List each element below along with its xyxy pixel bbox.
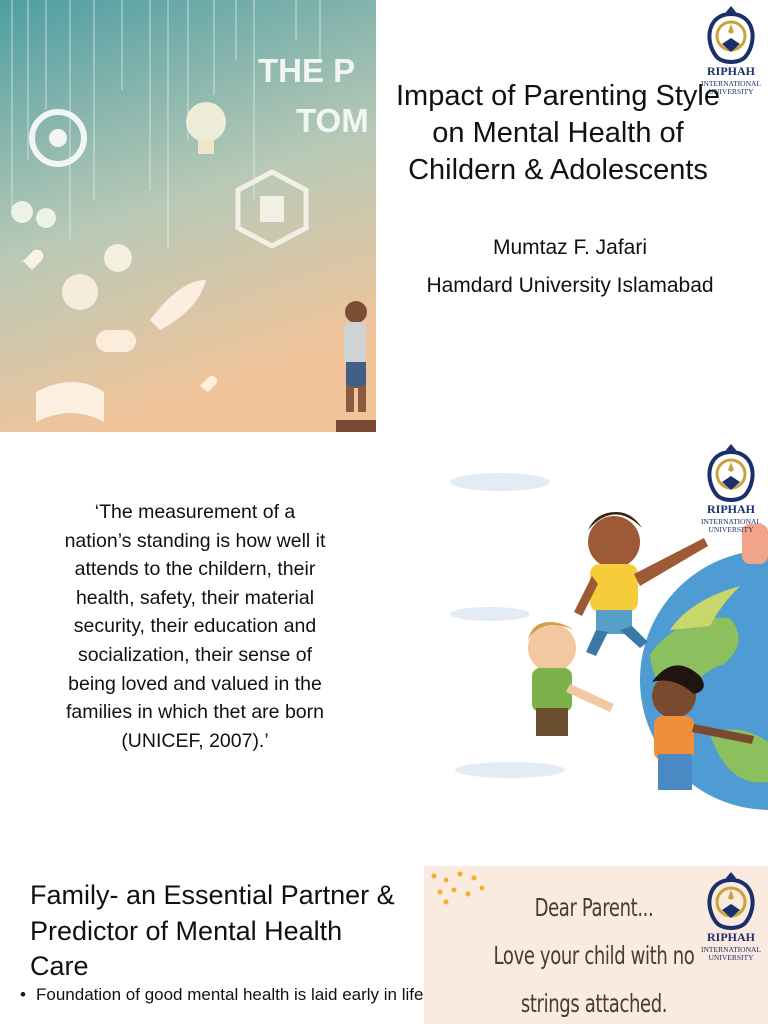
logo-name: RIPHAH: [707, 930, 755, 944]
crest-icon: [696, 870, 766, 932]
slide-family: [0, 848, 768, 1024]
quote-line: (UNICEF, 2007).’: [121, 729, 269, 752]
logo-sub1: INTERNATIONAL: [701, 945, 761, 954]
title-line: Predictor of Mental Health: [30, 915, 343, 946]
banner-text-line1: THE P: [258, 52, 356, 89]
quote-line: health, safety, their material: [75, 586, 315, 609]
title-line: Care: [30, 951, 89, 981]
logo-sub1: INTERNATIONAL: [701, 517, 761, 526]
logo-sub2: UNIVERSITY: [708, 953, 754, 962]
slide-title: [30, 878, 420, 985]
card-line: strings attached.: [520, 989, 668, 1018]
title-illustration: [0, 0, 376, 432]
quote-line: being loved and valued in the: [68, 672, 322, 695]
author-name: Mumtaz F. Jafari: [492, 236, 648, 259]
banner-text-line2: TOM: [296, 102, 369, 139]
quote-line: ‘The measurement of a: [94, 501, 296, 523]
crest-icon: [696, 4, 766, 66]
quote-line: attends to the childern, their: [74, 558, 316, 581]
card-line: Love your child with no: [493, 941, 695, 970]
logo-sub2: UNIVERSITY: [708, 87, 754, 96]
bullet-item: [20, 984, 426, 1006]
bullet-text: Foundation of good mental health is laid early in life: [36, 985, 424, 1004]
quote-line: security, their education and: [73, 615, 317, 638]
title-line: Impact of Parenting Style: [396, 80, 720, 112]
logo-sub1: INTERNATIONAL: [701, 79, 761, 88]
slide-title: [0, 0, 768, 432]
slide-quote: [0, 434, 768, 844]
bullet-dot-icon: •: [20, 985, 26, 1004]
crest-icon: [696, 442, 766, 504]
title-line: on Mental Health of: [432, 117, 684, 149]
card-line: Dear Parent...: [534, 893, 654, 922]
riphah-logo: [696, 4, 766, 96]
logo-name: RIPHAH: [707, 64, 755, 78]
title-line: Family- an Essential Partner &: [30, 880, 395, 910]
author-affiliation: Hamdard University Islamabad: [426, 274, 714, 297]
quote-line: families in which thet are born: [66, 701, 324, 724]
author-block: [400, 229, 740, 305]
presentation-title: [380, 78, 736, 189]
dear-parent-message: [472, 884, 717, 1024]
unicef-quote: [20, 498, 370, 755]
quote-line: socialization, their sense of: [77, 643, 313, 666]
riphah-logo: [696, 870, 766, 962]
logo-name: RIPHAH: [707, 502, 755, 516]
riphah-logo: [696, 442, 766, 534]
title-line: Childern & Adolescents: [408, 154, 708, 186]
quote-line: nation’s standing is how well it: [64, 529, 326, 552]
logo-sub2: UNIVERSITY: [708, 525, 754, 534]
